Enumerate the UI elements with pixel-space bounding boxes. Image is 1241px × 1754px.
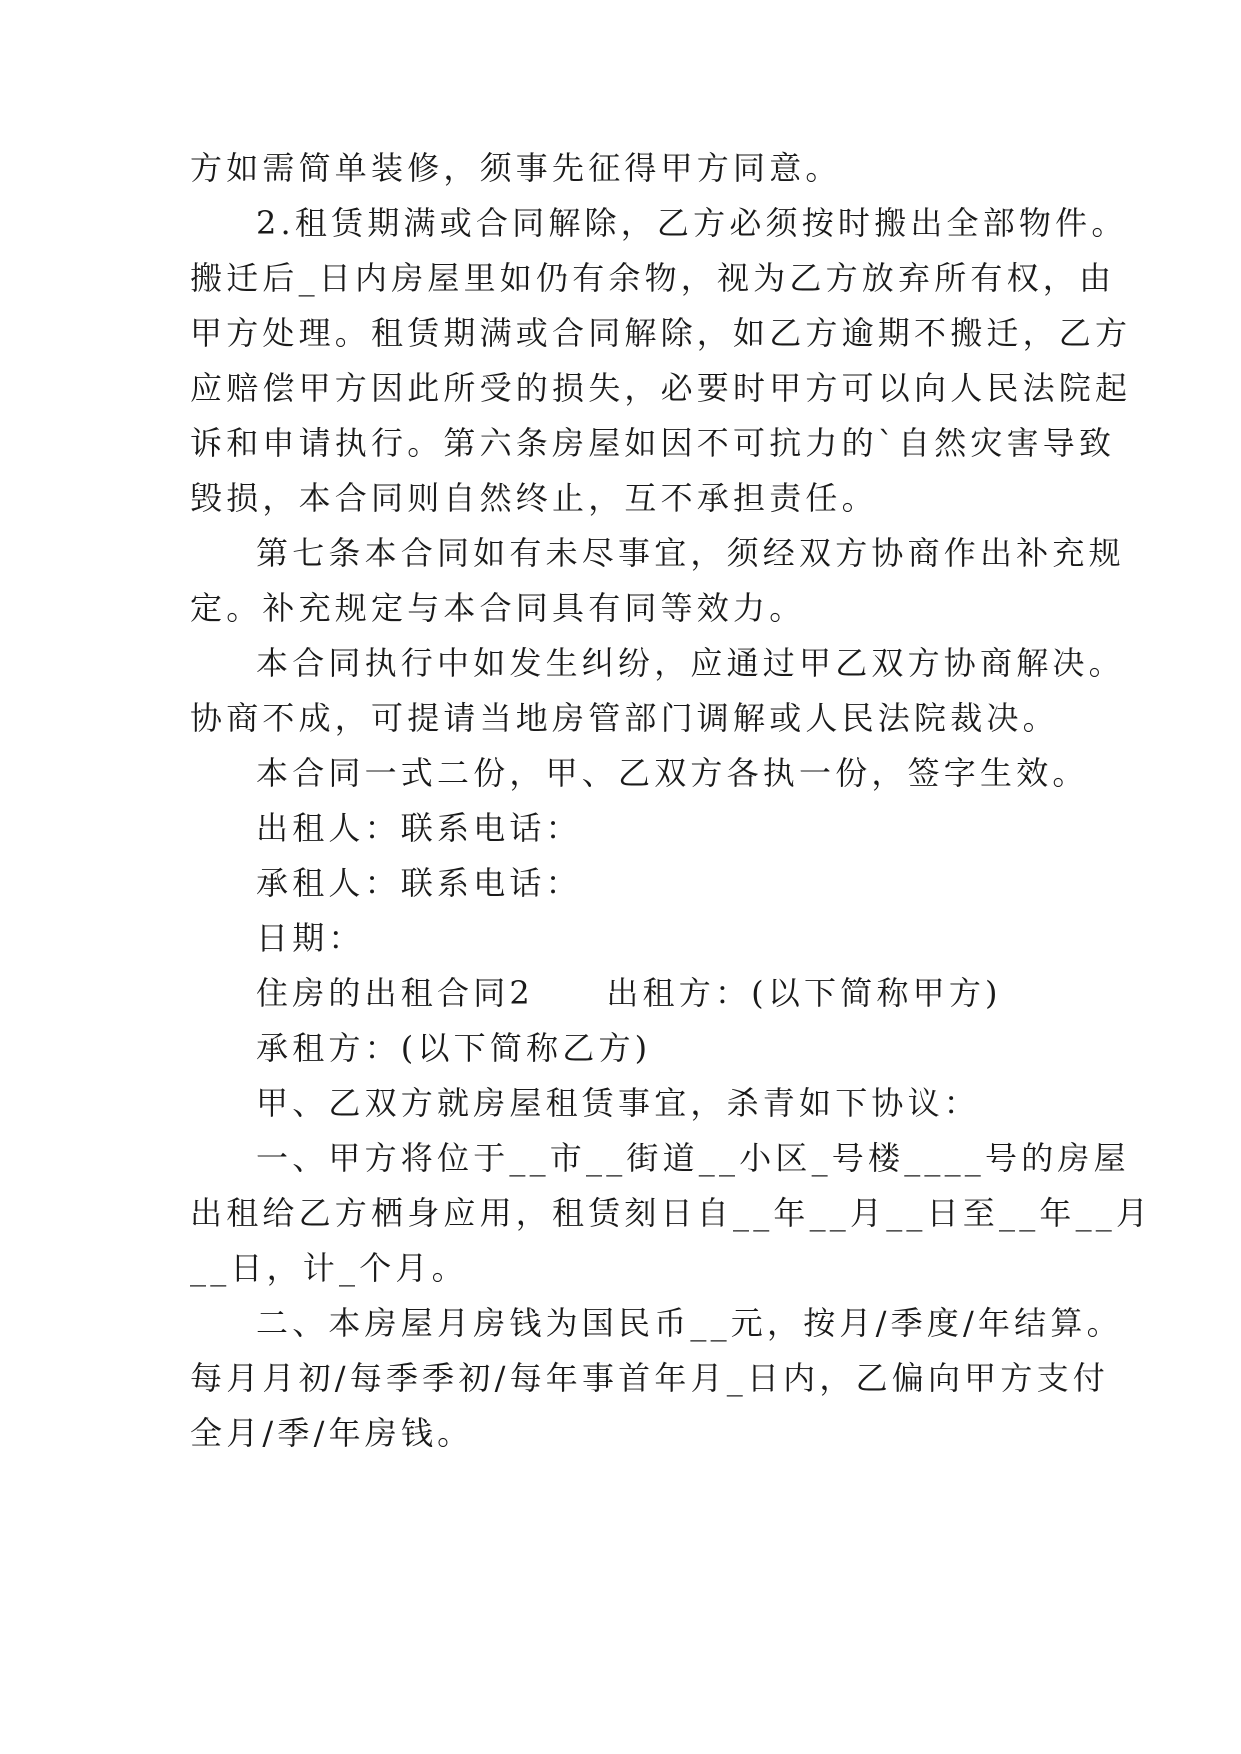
signature-date-line: 日期： xyxy=(256,919,365,957)
signature-lessor-line: 出租人：联系电话： xyxy=(256,809,582,847)
paragraph-line: 应赔偿甲方因此所受的损失，必要时甲方可以向人民法院起 xyxy=(190,369,1132,407)
paragraph-line: 搬迁后_日内房屋里如仍有余物，视为乙方放弃所有权，由 xyxy=(190,259,1116,297)
paragraph-line: 定。补充规定与本合同具有同等效力。 xyxy=(190,589,806,627)
paragraph-line: 承租方：(以下简称乙方) xyxy=(256,1029,652,1067)
paragraph-line: 毁损，本合同则自然终止，互不承担责任。 xyxy=(190,479,878,517)
paragraph-line: 诉和申请执行。第六条房屋如因不可抗力的`自然灾害导致 xyxy=(190,424,1116,462)
paragraph-line: __日，计_个月。 xyxy=(190,1249,468,1287)
paragraph-line: 方如需简单装修，须事先征得甲方同意。 xyxy=(190,149,842,187)
paragraph-line: 第七条本合同如有未尽事宜，须经双方协商作出补充规 xyxy=(256,534,1125,572)
paragraph-line: 出租给乙方栖身应用，租赁刻日自__年__月__日至__年__月 xyxy=(190,1194,1153,1232)
paragraph-line: 每月月初/每季季初/每年事首年月_日内，乙偏向甲方支付 xyxy=(190,1359,1109,1397)
paragraph-line: 甲方处理。租赁期满或合同解除，如乙方逾期不搬迁，乙方 xyxy=(190,314,1132,352)
paragraph-line: 一、甲方将位于__市__街道__小区_号楼____号的房屋 xyxy=(256,1139,1130,1177)
paragraph-line: 本合同执行中如发生纠纷，应通过甲乙双方协商解决。 xyxy=(256,644,1125,682)
paragraph-line: 全月/季/年房钱。 xyxy=(190,1414,474,1452)
paragraph-line: 协商不成，可提请当地房管部门调解或人民法院裁决。 xyxy=(190,699,1059,737)
paragraph-line: 2.租赁期满或合同解除，乙方必须按时搬出全部物件。 xyxy=(256,204,1128,242)
signature-lessee-line: 承租人：联系电话： xyxy=(256,864,582,902)
paragraph-line: 二、本房屋月房钱为国民币__元，按月/季度/年结算。 xyxy=(256,1304,1123,1342)
paragraph-line: 本合同一式二份，甲、乙双方各执一份，签字生效。 xyxy=(256,754,1089,792)
contract-heading-line: 住房的出租合同2 出租方：(以下简称甲方) xyxy=(256,974,1002,1012)
paragraph-line: 甲、乙双方就房屋租赁事宜，杀青如下协议： xyxy=(256,1084,981,1122)
